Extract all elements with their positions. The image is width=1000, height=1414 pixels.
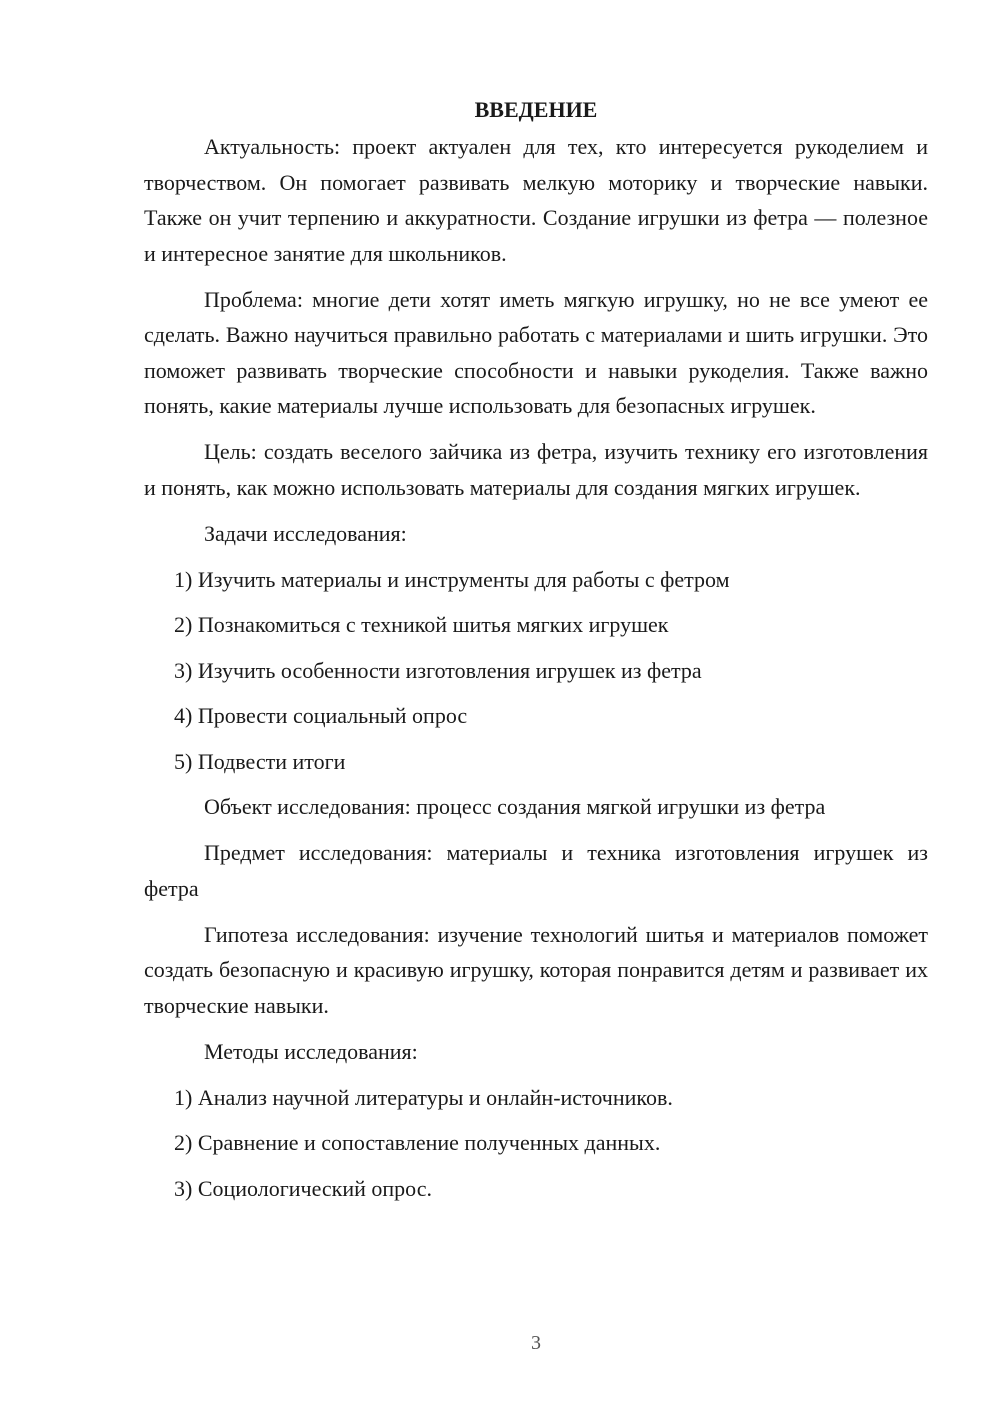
object-paragraph: Объект исследования: процесс создания мягкой игрушки из фетра — [204, 794, 826, 819]
list-item: 1) Изучить материалы и инструменты для работы с фетром — [174, 566, 730, 592]
list-item: 2) Сравнение и сопоставление полученных данных. — [174, 1130, 661, 1155]
page-content — [144, 92, 928, 1216]
goal-paragraph: Цель: создать веселого зайчика из фетра, изучить технику его изготовления и понять, как можно использовать материалы для создания мягких игрушек. — [144, 439, 928, 500]
tasks-list — [144, 562, 928, 779]
section-heading: ВВЕДЕНИЕ — [474, 97, 598, 122]
list-item: 5) Подвести итоги — [174, 748, 346, 774]
list-item: 3) Изучить особенности изготовления игрушек из фетра — [174, 657, 702, 683]
list-item: 4) Провести социальный опрос — [174, 703, 468, 728]
problem-paragraph: Проблема: многие дети хотят иметь мягкую игрушку, но не все умеют ее сделать. Важно научиться правильно работать с материалами и шить игрушки. Это поможет развивать творческие способности и навыки рукоделия. Также важно понять, какие материалы лучше использовать для безопасных игрушек. — [144, 286, 928, 418]
methods-list — [144, 1080, 928, 1206]
subject-paragraph: Предмет исследования: материалы и техника изготовления игрушек из фетра — [144, 840, 928, 901]
list-item: 3) Социологический опрос. — [174, 1175, 432, 1201]
methods-title: Методы исследования: — [204, 1038, 418, 1064]
list-item: 2) Познакомиться с техникой шитья мягких игрушек — [174, 612, 669, 637]
hypothesis-paragraph: Гипотеза исследования: изучение технологий шитья и материалов поможет создать безопасную и красивую игрушку, которая понравится детям и развивает их творческие навыки. — [144, 921, 928, 1018]
list-item: 1) Анализ научной литературы и онлайн-источников. — [174, 1084, 673, 1110]
tasks-title: Задачи исследования: — [204, 520, 407, 546]
relevance-paragraph: Актуальность: проект актуален для тех, кто интересуется рукоделием и творчеством. Он помогает развивать мелкую моторику и творческие навыки. Также он учит терпению и аккуратности. Создание игрушки из фетра — полезное и интересное занятие для школьников. — [144, 134, 928, 266]
page-number: 3 — [531, 1332, 541, 1354]
